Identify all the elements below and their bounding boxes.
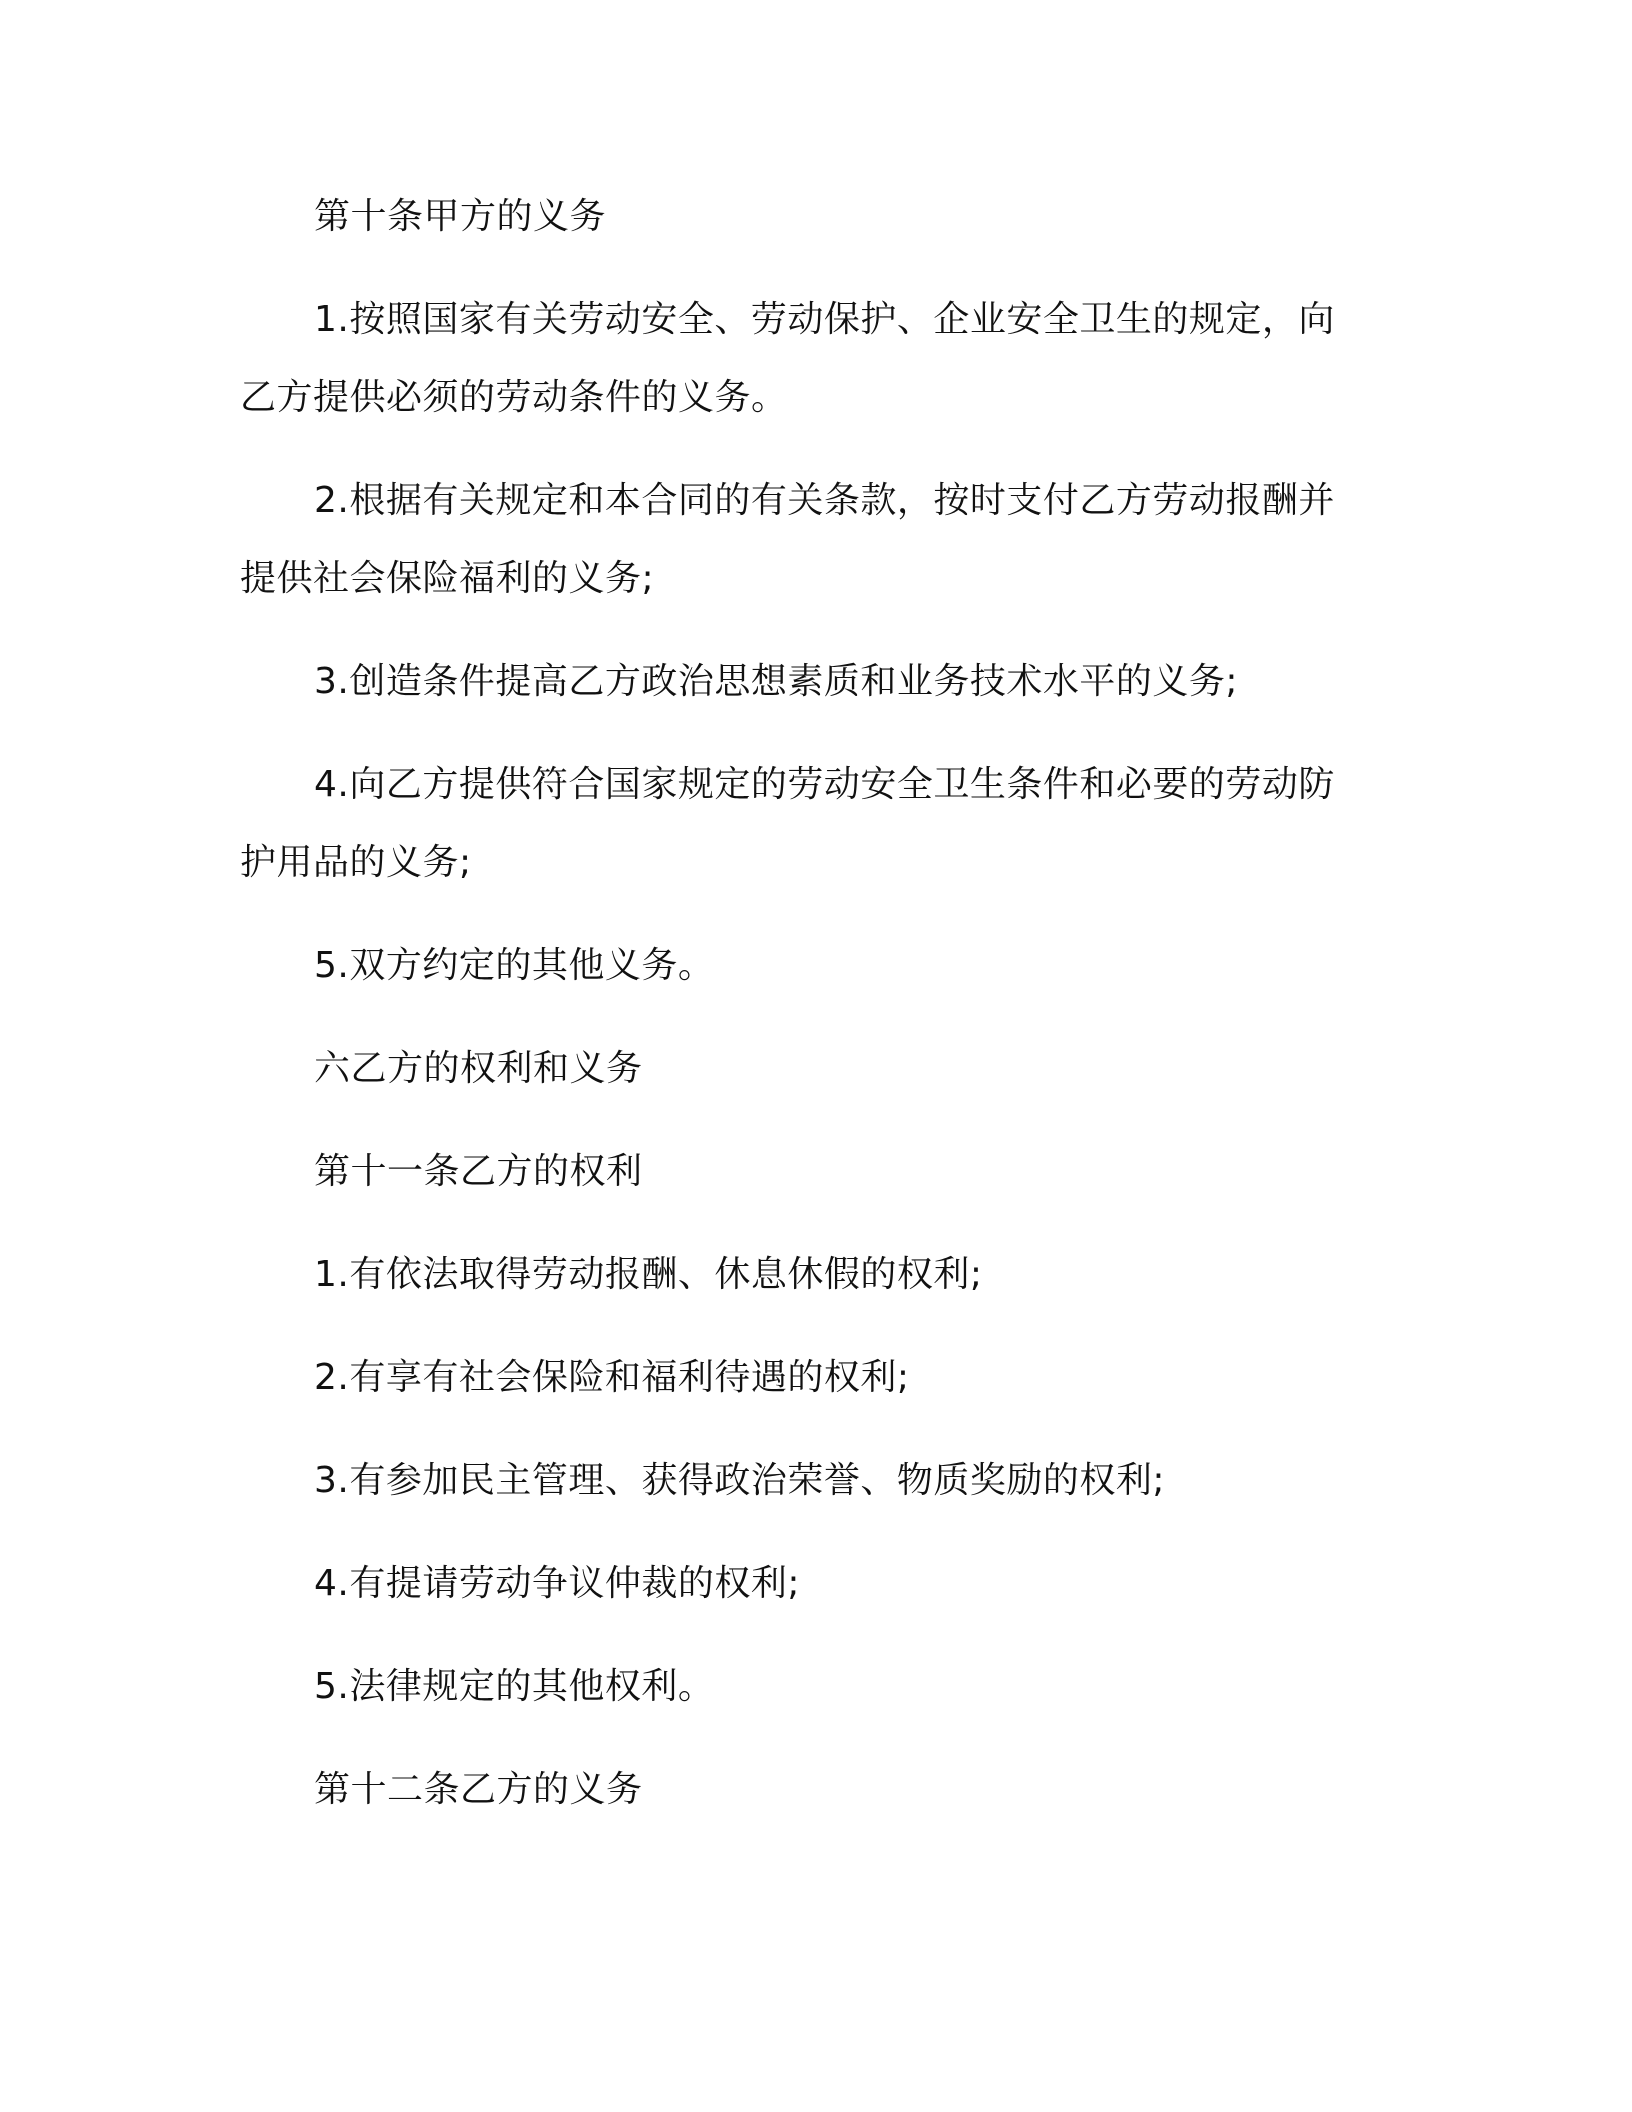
- paragraph-article-10-item-4: 4.向乙方提供符合国家规定的劳动安全卫生条件和必要的劳动防护用品的义务;: [240, 764, 1335, 883]
- paragraph-article-11-item-5: 5.法律规定的其他权利。: [314, 1666, 715, 1707]
- paragraph-article-11-item-1: 1.有依法取得劳动报酬、休息休假的权利;: [314, 1254, 983, 1295]
- paragraph-article-10-item-1: 1.按照国家有关劳动安全、劳动保护、企业安全卫生的规定，向乙方提供必须的劳动条件的义务。: [240, 299, 1335, 418]
- paragraph-article-12-heading: 第十二条乙方的义务: [314, 1769, 643, 1810]
- paragraph-article-10-item-5: 5.双方约定的其他义务。: [314, 945, 715, 986]
- paragraph-article-11-item-3: 3.有参加民主管理、获得政治荣誉、物质奖励的权利;: [314, 1460, 1165, 1501]
- paragraph-section-6-heading: 六乙方的权利和义务: [314, 1048, 643, 1089]
- paragraph-article-10-item-2: 2.根据有关规定和本合同的有关条款，按时支付乙方劳动报酬并提供社会保险福利的义务;: [240, 480, 1335, 599]
- paragraph-article-11-item-2: 2.有享有社会保险和福利待遇的权利;: [314, 1357, 910, 1398]
- paragraph-article-11-item-4: 4.有提请劳动争议仲裁的权利;: [314, 1563, 800, 1604]
- paragraph-article-10-heading: 第十条甲方的义务: [314, 196, 607, 237]
- paragraph-article-11-heading: 第十一条乙方的权利: [314, 1151, 643, 1192]
- paragraph-article-10-item-3: 3.创造条件提高乙方政治思想素质和业务技术水平的义务;: [314, 661, 1238, 702]
- document-body: [240, 178, 1350, 1829]
